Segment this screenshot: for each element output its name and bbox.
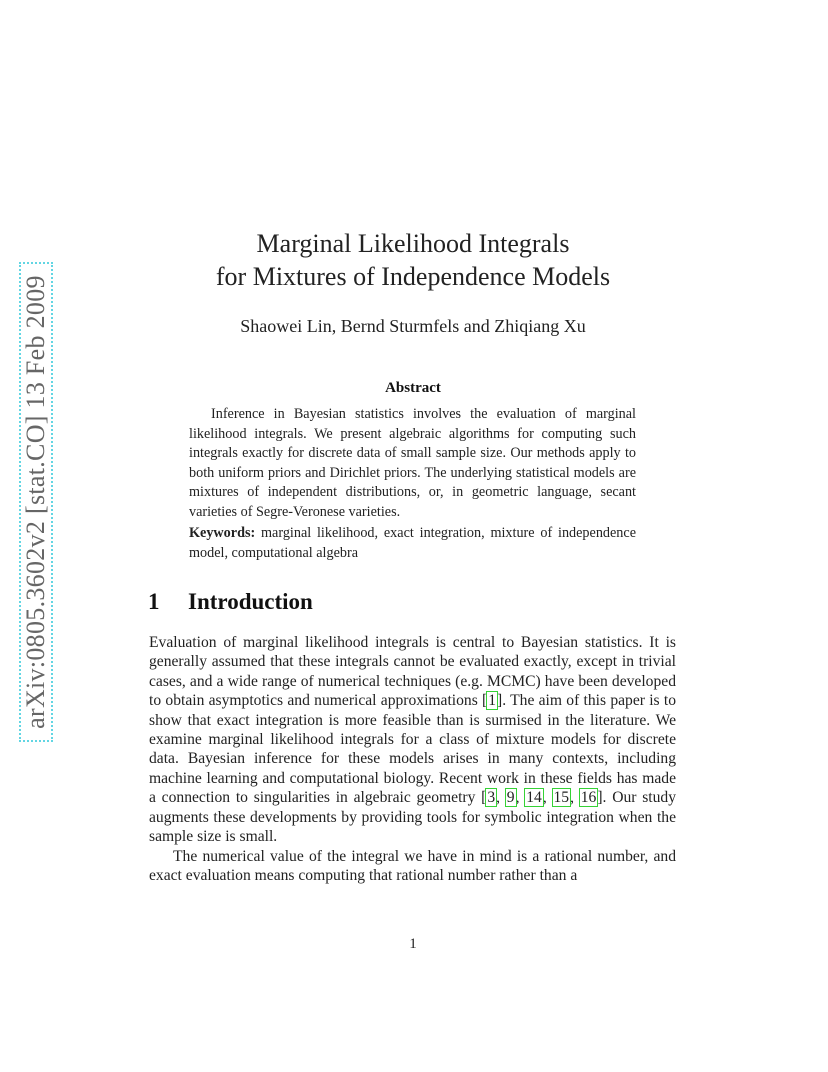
section-heading	[148, 589, 313, 615]
citation-link[interactable]: 9	[506, 789, 515, 807]
citation-link[interactable]: 16	[580, 789, 597, 807]
keywords-label: Keywords:	[189, 525, 256, 541]
arxiv-identifier-stamp[interactable]	[19, 262, 53, 742]
arxiv-identifier-text: arXiv:0805.3602v2 [stat.CO] 13 Feb 2009	[21, 275, 50, 729]
paper-title-line-2: for Mixtures of Independence Models	[215, 262, 611, 291]
citation-link[interactable]: 15	[553, 789, 570, 807]
keywords-text: marginal likelihood, exact integration, mixture of independence model, computational algebra	[189, 525, 636, 561]
citation-link[interactable]: 3	[487, 789, 496, 807]
abstract-body: Inference in Bayesian statistics involves the evaluation of marginal likelihood integrals. We present algebraic algorithms for computing such integrals exactly for discrete data of small sample size. Our methods apply to both uniform priors and Dirichlet priors. The underlying statistical models are mixtures of independent distributions, or, in geometric language, secant varieties of Segre-Veronese varieties.	[189, 406, 636, 520]
intro-text-part-3: ]. Our study augments these developments by providing tools for symbolic integration when the sample size is small.	[149, 789, 676, 846]
section-number: 1	[148, 589, 160, 614]
intro-paragraph-1: Evaluation of marginal likelihood integrals is central to Bayesian statistics. It is generally assumed that these integrals cannot be evaluated exactly, except in trivial cases, and a wide range of numerical techniques (e.g. MCMC) have been developed to obtain asymptotics and numerical approximations [1]. The aim of this paper is to show that exact integration is more feasible than is surmised in the literature. We examine marginal likelihood integrals for a class of mixture models for discrete data. Bayesian inference for these models arises in many contexts, including machine learning and computational biology. Recent work in these fields has made a connection to singularities in algebraic geometry [3, 9, 14, 15, 16]. Our study augments these developments by providing tools for symbolic integration when the sample size is small.	[149, 634, 677, 846]
citation-link[interactable]: 14	[526, 789, 542, 807]
paper-title-line-1: Marginal Likelihood Integrals	[256, 229, 570, 258]
abstract-heading: Abstract	[385, 380, 441, 396]
section-title: Introduction	[188, 589, 313, 614]
author-list: Shaowei Lin, Bernd Sturmfels and Zhiqiang Xu	[240, 316, 586, 336]
citation-link[interactable]: 1	[488, 692, 497, 710]
intro-text-part-2: ]. The aim of this paper is to show that exact integration is more feasible than is surmised in the literature. We examine marginal likelihood integrals for a class of mixture models for discrete data. Bayesian inference for these models arises in many contexts, including machine learning and computational biology. Recent work in these fields has made a connection to singularities in algebraic geometry [	[149, 692, 677, 807]
intro-paragraph-2: The numerical value of the integral we have in mind is a rational number, and exact evaluation means computing that rational number rather than a	[149, 848, 676, 885]
intro-text-part-1: Evaluation of marginal likelihood integrals is central to Bayesian statistics. It is generally assumed that these integrals cannot be evaluated exactly, except in trivial cases, and a wide range of numerical techniques (e.g. MCMC) have been developed to obtain asymptotics and numerical approximations [	[149, 634, 676, 710]
keywords-paragraph	[189, 524, 636, 563]
page-number: 1	[409, 936, 417, 952]
